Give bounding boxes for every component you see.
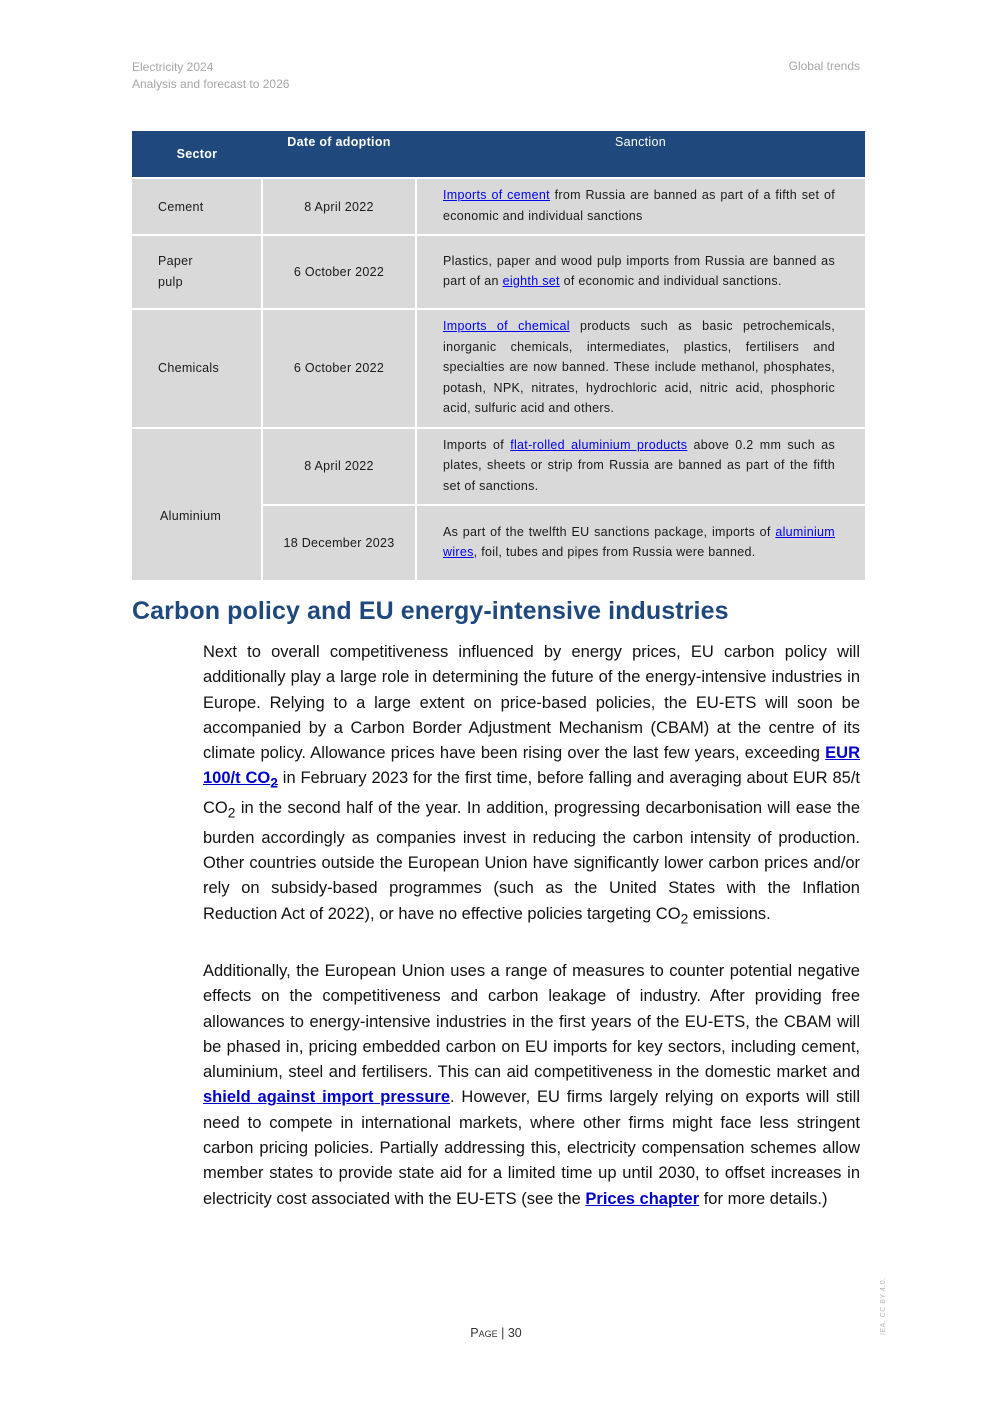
link-eighth-set[interactable]: eighth set (502, 274, 560, 288)
paragraph-text: emissions. (688, 904, 771, 923)
link-aluminium-wires[interactable]: aluminium wires (443, 524, 835, 559)
table-row (132, 309, 865, 428)
page-label: Page (470, 1326, 498, 1340)
link-flat-rolled-aluminium[interactable]: flat-rolled aluminium products (510, 437, 688, 452)
sanction-cell (416, 309, 865, 428)
subscript: 2 (680, 910, 689, 926)
sanction-text: of economic and individual sanctions. (559, 274, 782, 288)
subscript: 2 (227, 805, 236, 821)
sanction-text: As part of the twelfth EU sanctions package, imports of (443, 524, 776, 539)
table-header-row (132, 131, 865, 178)
date-cell: 18 December 2023 (262, 505, 416, 581)
chapter-label: Global trends (788, 59, 860, 73)
paragraph-text: in February 2023 for the first time, before falling and averaging about EUR 85/t CO (203, 769, 860, 818)
report-subtitle: Analysis and forecast to 2026 (132, 77, 290, 91)
link-imports-of-cement[interactable]: Imports of cement (443, 188, 550, 202)
column-header-sanction: Sanction (416, 131, 865, 178)
paragraph-text: Additionally, the European Union uses a range of measures to counter potential negative effects on the competitiveness and carbon leakage of industry. After providing free allowances to energy-intensive industries in the first years of the EU-ETS, the CBAM will be phased in, pricing embedded carbon on EU imports for key sectors, including cement, aluminium, steel and fertilisers. This can aid competitiveness in the domestic market and (203, 962, 860, 1082)
report-title: Electricity 2024 (132, 60, 214, 74)
paragraph-text: for more details.) (699, 1189, 828, 1208)
page-number: 30 (507, 1326, 522, 1340)
paragraph-text: in the second half of the year. In addition, progressing decarbonisation will ease the burden accordingly as companies invest in reducing the carbon intensity of production. Other countries outside the European Union have significantly lower carbon prices and/or rely on subsidy-based programmes (such as the United States with the Inflation Reduction Act of 2022), or have no effective policies targeting CO (203, 799, 860, 923)
section-heading: Carbon policy and EU energy-intensive industries (132, 597, 729, 625)
page-separator: | (497, 1326, 508, 1340)
date-cell: 6 October 2022 (262, 235, 416, 309)
sanction-text: above 0.2 mm such as plates, sheets or strip from Russia are banned as part of the fifth set of sanctions. (443, 437, 835, 493)
date-cell: 8 April 2022 (262, 178, 416, 235)
paragraph-text: . However, EU firms largely relying on exports will still need to compete in international markets, where other firms might face less stringent carbon pricing policies. Partially addressing this, electricity compensation schemes allow member states to provide state aid for a limited time up until 2030, to offset increases in electricity cost associated with the EU-ETS (see the (203, 1088, 860, 1208)
link-text: EUR 100/t CO (203, 744, 860, 788)
paragraph-text: Next to overall competitiveness influenced by energy prices, EU carbon policy will additionally play a large role in determining the future of the energy-intensive industries in Europe. Relying to a large extent on price-based policies, the EU-ETS will soon be accompanied by a Carbon Border Adjustment Mechanism (CBAM) at the centre of its climate policy. Allowance prices have been rising over the last few years, exceeding (203, 643, 860, 763)
sanction-cell (416, 428, 865, 506)
license-watermark: IEA. CC BY 4.0. (880, 1277, 887, 1335)
link-imports-of-chemical[interactable]: Imports of chemical (443, 319, 570, 333)
date-cell: 8 April 2022 (262, 428, 416, 506)
page-footer (0, 1326, 992, 1340)
sanction-text: products such as basic petrochemicals, inorganic chemicals, intermediates, plastics, fertilisers and specialties are now banned. These include methanol, phosphates, potash, NPK, nitrates, hydrochloric acid, nitric acid, phosphoric acid, sulfuric acid and others. (443, 319, 835, 415)
sanction-cell (416, 505, 865, 581)
sector-line: pulp (158, 275, 183, 289)
paragraph-eu-measures (203, 959, 860, 1212)
report-header (132, 59, 289, 93)
table-row (132, 235, 865, 309)
sanction-cell (416, 235, 865, 309)
table-row (132, 428, 865, 506)
table-row (132, 178, 865, 235)
date-cell: 6 October 2022 (262, 309, 416, 428)
sanctions-table (132, 131, 865, 582)
sector-cell: Aluminium (132, 428, 262, 582)
subscript: 2 (270, 775, 278, 791)
link-prices-chapter[interactable]: Prices chapter (585, 1189, 700, 1208)
column-header-date: Date of adoption (262, 131, 416, 178)
paragraph-carbon-policy (203, 640, 860, 931)
sector-cell (132, 235, 262, 309)
sector-cell: Chemicals (132, 309, 262, 428)
sanction-cell (416, 178, 865, 235)
sanction-text: , foil, tubes and pipes from Russia were banned. (473, 545, 756, 559)
column-header-sector: Sector (132, 131, 262, 178)
sanction-text: Plastics, paper and wood pulp imports from Russia are banned as part of an (443, 253, 835, 288)
sanction-text: Imports of (443, 437, 511, 452)
sector-line: Paper (158, 254, 193, 268)
sanction-text: from Russia are banned as part of a fifth set of economic and individual sanctions (443, 188, 835, 223)
link-shield-against-import-pressure[interactable]: shield against import pressure (203, 1088, 450, 1107)
sector-cell: Cement (132, 178, 262, 235)
